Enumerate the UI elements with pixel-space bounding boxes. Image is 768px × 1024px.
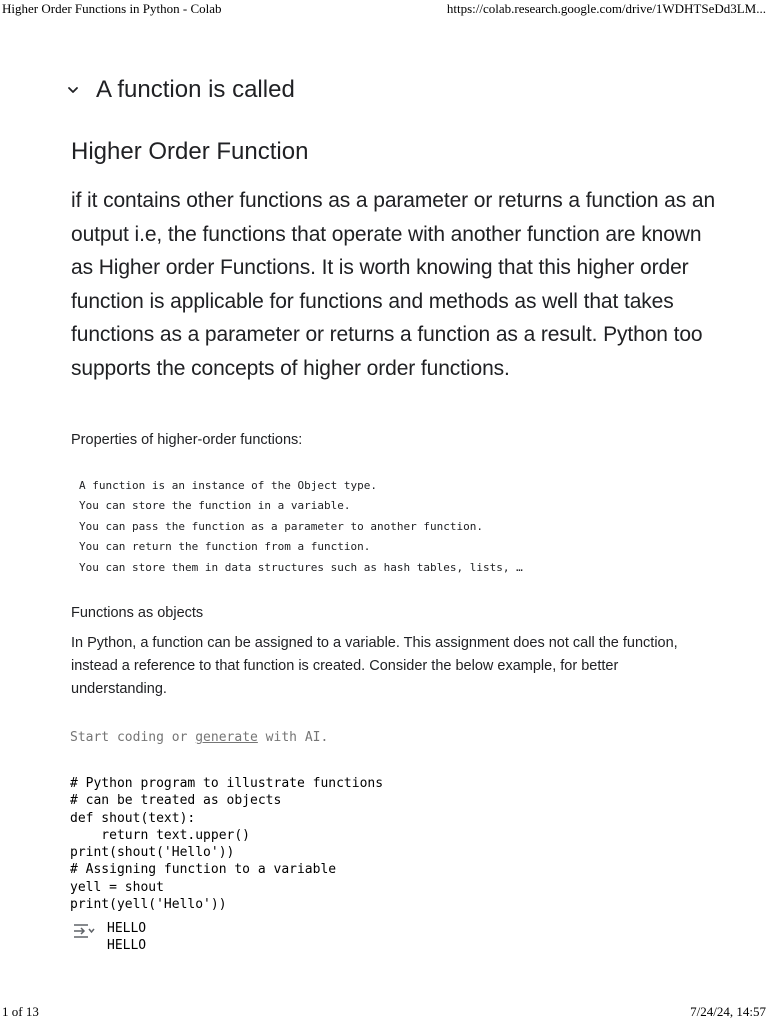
code-line: print(yell('Hello')) <box>70 897 227 913</box>
properties-heading: Properties of higher-order functions: <box>71 432 303 448</box>
code-line: yell = shout <box>70 879 164 895</box>
code-line: # Python program to illustrate functions <box>70 776 384 791</box>
code-line: # Assigning function to a variable <box>70 862 337 878</box>
section-title: A function is called <box>96 76 295 103</box>
intro-paragraph: if it contains other functions as a parameter or returns a function as an output i.e, the functions that operate with another function are known as Higher order Functions. It is worth knowing that this higher order function is applicable for functions and methods as well that takes functions as a parameter or returns a function as a result. Python too supports the concepts of higher order functions. <box>71 189 716 380</box>
generate-link[interactable]: generate <box>195 730 258 745</box>
cell-heading: Higher Order Function <box>71 138 309 165</box>
empty-code-cell[interactable] <box>70 730 328 745</box>
text-cell <box>71 134 721 386</box>
placeholder-end: with AI. <box>257 730 329 745</box>
properties-item: You can pass the function as a parameter to another function. <box>79 519 483 533</box>
code-line: print(shout('Hello')) <box>70 845 235 861</box>
properties-list <box>79 476 523 578</box>
print-footer <box>2 1004 766 1022</box>
functions-as-objects-paragraph: In Python, a function can be assigned to a variable. This assignment does not call the function, instead a reference to that function is created. Consider the below example, for better understanding. <box>71 635 678 698</box>
code-cell-editor[interactable] <box>70 775 383 913</box>
output-line: HELLO <box>107 937 147 953</box>
code-line: # can be treated as objects <box>70 793 282 809</box>
properties-item: You can return the function from a function. <box>79 540 371 554</box>
placeholder-start: Start coding or <box>70 730 196 745</box>
print-header-url: https://colab.research.google.com/drive/1WDHTSeDd3LM... <box>446 1 766 16</box>
print-header-title: Higher Order Functions in Python - Colab <box>2 1 222 16</box>
functions-as-objects-heading: Functions as objects <box>71 605 204 621</box>
code-cell-output <box>72 921 146 954</box>
print-header <box>2 1 766 19</box>
chevron-down-icon[interactable] <box>62 79 84 101</box>
code-line: def shout(text): <box>70 810 196 826</box>
code-line: return text.upper() <box>70 827 251 843</box>
properties-item: You can store them in data structures such as hash tables, lists, … <box>79 560 523 574</box>
print-datetime: 7/24/24, 14:57 <box>690 1004 766 1019</box>
properties-item: You can store the function in a variable. <box>79 499 351 513</box>
properties-item: A function is an instance of the Object type. <box>79 479 378 492</box>
output-line: HELLO <box>107 921 147 936</box>
output-toggle-icon[interactable] <box>72 922 96 940</box>
page-number: 1 of 13 <box>2 1004 39 1019</box>
section-header-toggle[interactable] <box>62 72 295 108</box>
output-text <box>107 921 146 954</box>
